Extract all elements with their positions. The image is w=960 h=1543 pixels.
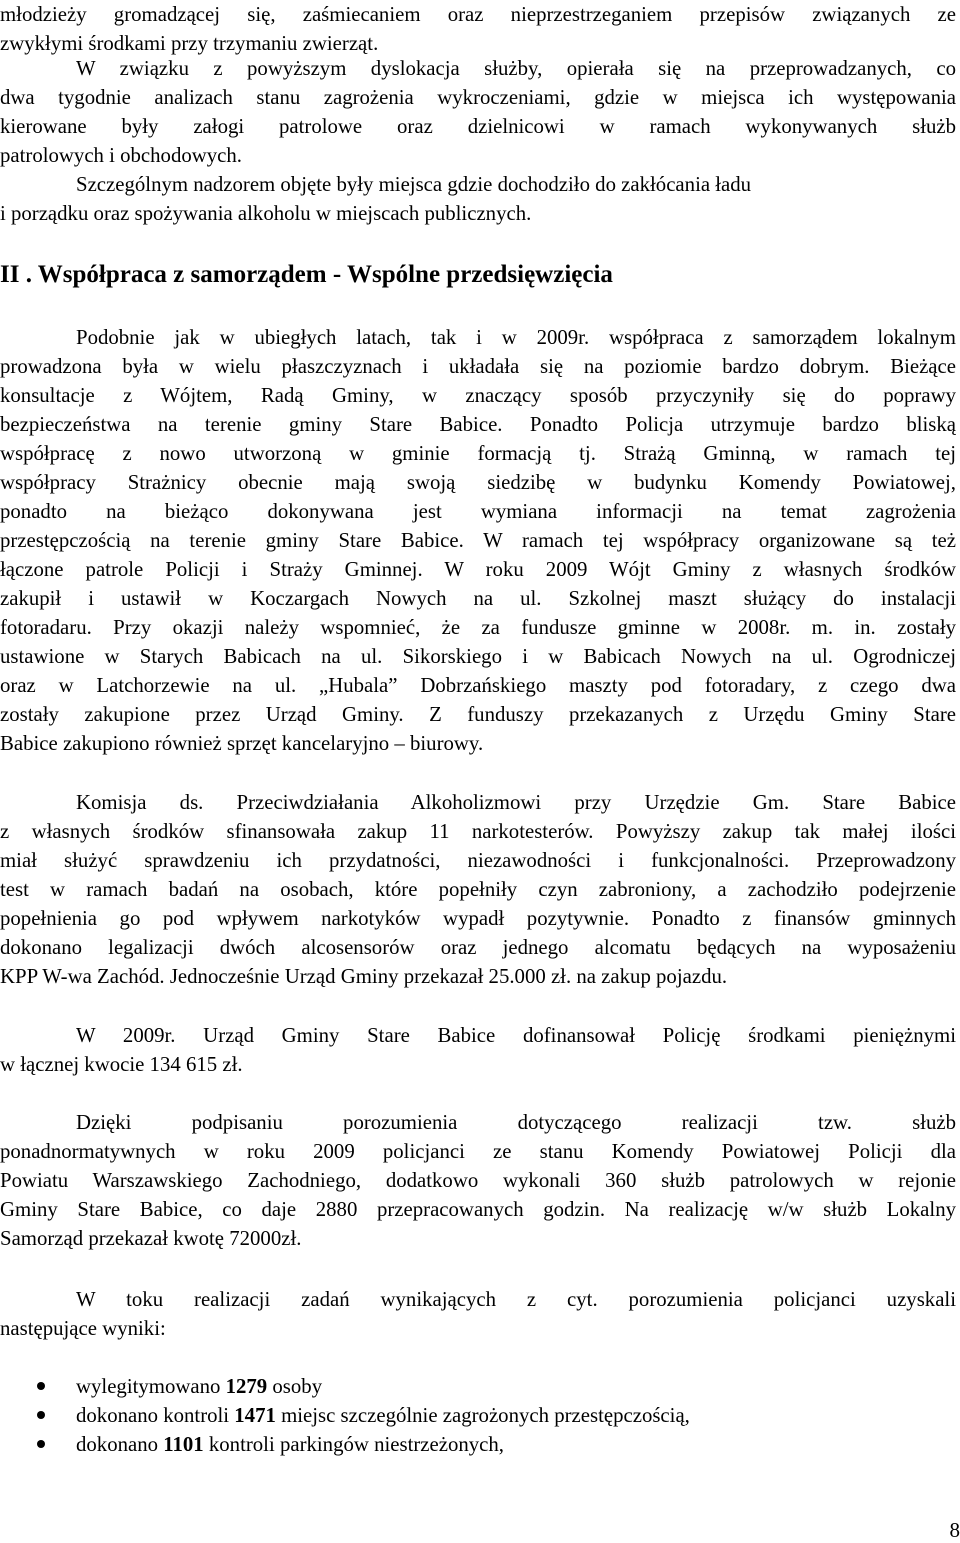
paragraph-line: z własnych środków sfinansowała zakup 11 narkotesterów. Powyższy zakup tak małej ilości bbox=[0, 820, 956, 843]
paragraph-line: W toku realizacji zadań wynikających z cyt. porozumienia policjanci uzyskali bbox=[76, 1288, 956, 1311]
list-item-number: 1101 bbox=[163, 1433, 204, 1456]
paragraph-line: KPP W-wa Zachód. Jednocześnie Urząd Gminy przekazał 25.000 zł. na zakup pojazdu. bbox=[0, 965, 728, 988]
paragraph-line: zakupił i ustawił w Koczargach Nowych na ul. Szkolnej maszt służący do instalacji bbox=[0, 587, 956, 610]
paragraph-line: zostały zakupione przez Urząd Gminy. Z funduszy przekazanych z Urzędu Gminy Stare bbox=[0, 703, 956, 726]
paragraph-line: Babice zakupiono również sprzęt kancelaryjno – biurowy. bbox=[0, 732, 484, 755]
paragraph-line: łączone patrole Policji i Straży Gminnej. W roku 2009 Wójt Gminy z własnych środków bbox=[0, 558, 956, 581]
paragraph-line: dokonano legalizacji dwóch alcosensorów oraz jednego alcomatu będących na wyposażeniu bbox=[0, 936, 956, 959]
paragraph-line: oraz w Latchorzewie na ul. „Hubala” Dobrzańskiego maszty pod fotoradary, z czego dwa bbox=[0, 674, 956, 697]
paragraph-line: prowadzona była w wielu płaszczyznach i układała się na poziomie bardzo dobrym. Bieżące bbox=[0, 355, 956, 378]
paragraph-line: Powiatu Warszawskiego Zachodniego, dodatkowo wykonali 360 służb patrolowych w rejonie bbox=[0, 1169, 956, 1192]
paragraph-line: ponadto na bieżąco dokonywana jest wymiana informacji na temat zagrożenia bbox=[0, 500, 956, 523]
list-item bbox=[76, 1372, 956, 1401]
paragraph-line: konsultacje z Wójtem, Radą Gminy, w znaczący sposób przyczyniły się do poprawy bbox=[0, 384, 956, 407]
paragraph-line: współpracy Strażnicy obecnie mają swoją siedzibę w budynku Komendy Powiatowej, bbox=[0, 471, 956, 494]
paragraph-line: Podobnie jak w ubiegłych latach, tak i w 2009r. współpraca z samorządem lokalnym bbox=[76, 326, 956, 349]
paragraph-line: następujące wyniki: bbox=[0, 1317, 166, 1340]
paragraph-line: W związku z powyższym dyslokacja służby, opierała się na przeprowadzanych, co bbox=[76, 57, 956, 80]
paragraph-line: młodzieży gromadzącej się, zaśmiecaniem oraz nieprzestrzeganiem przepisów związanych ze bbox=[0, 3, 956, 26]
paragraph-line: Samorząd przekazał kwotę 72000zł. bbox=[0, 1227, 302, 1250]
bullet-dot bbox=[37, 1440, 45, 1448]
paragraph-line: ponadnormatywnych w roku 2009 policjanci ze stanu Komendy Powiatowej Policji dla bbox=[0, 1140, 956, 1163]
page-number: 8 bbox=[949, 1518, 960, 1542]
paragraph-line: Dzięki podpisaniu porozumienia dotyczącego realizacji tzw. służb bbox=[76, 1111, 956, 1134]
paragraph-line: miał służyć sprawdzeniu ich przydatności, niezawodności i funkcjonalności. Przeprowadzony bbox=[0, 849, 956, 872]
list-item-text: dokonano bbox=[76, 1433, 164, 1456]
paragraph-line: w łącznej kwocie 134 615 zł. bbox=[0, 1053, 243, 1076]
list-item-text: dokonano kontroli bbox=[76, 1404, 235, 1427]
paragraph-line: popełnienia go pod wpływem narkotyków wypadł pozytywnie. Ponadto z finansów gminnych bbox=[0, 907, 956, 930]
list-item-number: 1471 bbox=[234, 1404, 276, 1427]
paragraph-line: W 2009r. Urząd Gminy Stare Babice dofinansował Policję środkami pieniężnymi bbox=[76, 1024, 956, 1047]
paragraph-line: ustawione w Starych Babicach na ul. Sikorskiego i w Babicach Nowych na ul. Ogrodniczej bbox=[0, 645, 956, 668]
paragraph-line: zwykłymi środkami przy trzymaniu zwierząt. bbox=[0, 32, 379, 55]
bullet-dot bbox=[37, 1382, 45, 1390]
paragraph-line: fotoradaru. Przy okazji należy wspomnieć, że za fundusze gminne w 2008r. m. in. zostały bbox=[0, 616, 956, 639]
paragraph-line: i porządku oraz spożywania alkoholu w miejscach publicznych. bbox=[0, 202, 532, 225]
section-heading: II . Współpraca z samorządem - Wspólne przedsięwzięcia bbox=[0, 261, 613, 288]
list-item-text: kontroli parkingów niestrzeżonych, bbox=[203, 1433, 505, 1456]
list-item-number: 1279 bbox=[225, 1375, 268, 1398]
paragraph-line: patrolowych i obchodowych. bbox=[0, 144, 242, 167]
paragraph-line: współpracę z nowo utworzoną w gminie formacją tj. Strażą Gminną, w ramach tej bbox=[0, 442, 956, 465]
paragraph-line: test w ramach badań na osobach, które popełniły czyn zabroniony, a zachodziło podejrzenie bbox=[0, 878, 956, 901]
list-item bbox=[76, 1430, 956, 1459]
bullet-dot bbox=[37, 1411, 45, 1419]
list-item-text: wylegitymowano bbox=[76, 1375, 226, 1398]
paragraph-line: Szczególnym nadzorem objęte były miejsca gdzie dochodziło do zakłócania ładu bbox=[76, 173, 752, 196]
paragraph-line: Gminy Stare Babice, co daje 2880 przepracowanych godzin. Na realizację w/w służb Lokalny bbox=[0, 1198, 956, 1221]
paragraph-line: przestępczością na terenie gminy Stare Babice. W ramach tej współpracy organizowane są też bbox=[0, 529, 956, 552]
list-item-text: osoby bbox=[267, 1375, 323, 1398]
paragraph-line: Komisja ds. Przeciwdziałania Alkoholizmowi przy Urzędzie Gm. Stare Babice bbox=[76, 791, 956, 814]
paragraph-line: kierowane były załogi patrolowe oraz dzielnicowi w ramach wykonywanych służb bbox=[0, 115, 956, 138]
paragraph-line: bezpieczeństwa na terenie gminy Stare Babice. Ponadto Policja utrzymuje bardzo bliską bbox=[0, 413, 956, 436]
paragraph-line: dwa tygodnie analizach stanu zagrożenia wykroczeniami, gdzie w miejsca ich występowania bbox=[0, 86, 956, 109]
list-item-text: miejsc szczególnie zagrożonych przestępczością, bbox=[275, 1404, 690, 1427]
list-item bbox=[76, 1401, 956, 1430]
